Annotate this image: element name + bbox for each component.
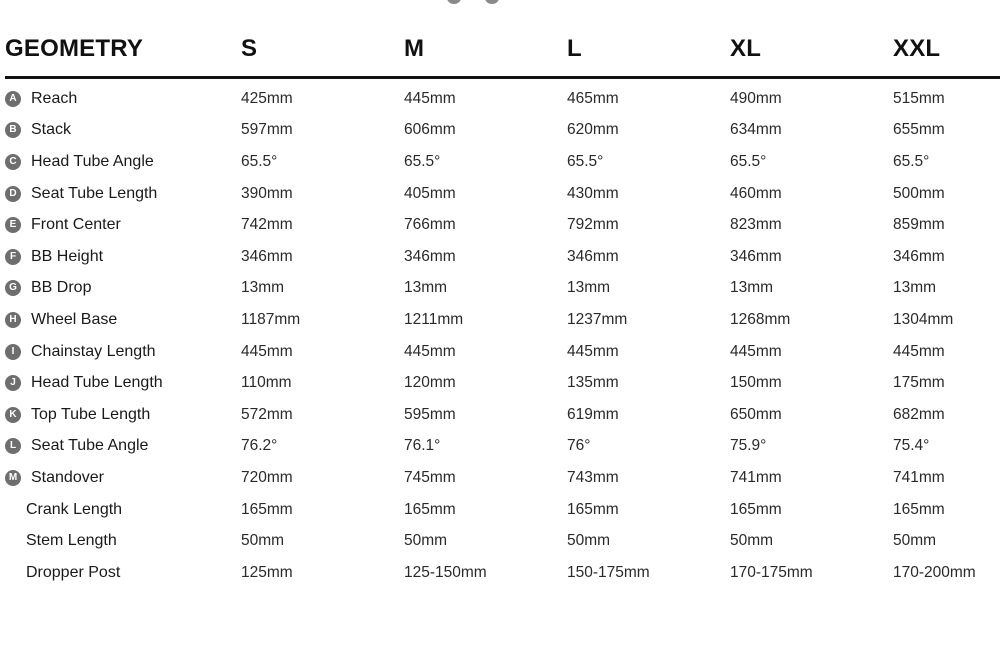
- measurement-value: 445mm: [730, 342, 782, 360]
- measurement-value: 1237mm: [567, 310, 628, 328]
- measurement-letter-badge: F: [5, 249, 21, 265]
- measurement-value: 13mm: [893, 279, 937, 297]
- table-body: [5, 83, 1000, 589]
- measurement-label: BB Drop: [31, 279, 92, 297]
- measurement-letter-badge: L: [5, 438, 21, 454]
- measurement-value: 572mm: [241, 405, 293, 423]
- measurement-value: 743mm: [567, 468, 619, 486]
- measurement-value: 465mm: [567, 89, 619, 107]
- measurement-value: 445mm: [404, 89, 456, 107]
- measurement-letter-badge: C: [5, 154, 21, 170]
- measurement-value: 619mm: [567, 405, 619, 423]
- measurement-label: Stem Length: [26, 532, 117, 550]
- measurement-letter-badge: A: [5, 91, 21, 107]
- measurement-value: 65.5°: [730, 152, 767, 170]
- measurement-letter-badge: E: [5, 217, 21, 233]
- measurement-value: 1268mm: [730, 310, 791, 328]
- table-row: [5, 557, 1000, 589]
- measurement-letter-badge: M: [5, 470, 21, 486]
- measurement-value: 490mm: [730, 89, 782, 107]
- measurement-value: 405mm: [404, 184, 456, 202]
- table-header: [5, 30, 1000, 79]
- row-label-cell: [5, 115, 71, 147]
- table-row: [5, 83, 1000, 115]
- measurement-value: 1304mm: [893, 310, 954, 328]
- measurement-value: 595mm: [404, 405, 456, 423]
- table-row: [5, 146, 1000, 178]
- measurement-value: 741mm: [893, 468, 945, 486]
- row-label-cell: [5, 241, 103, 273]
- measurement-value: 50mm: [893, 532, 937, 550]
- measurement-value: 655mm: [893, 121, 945, 139]
- table-row: [5, 178, 1000, 210]
- measurement-value: 346mm: [730, 247, 782, 265]
- measurement-label: Head Tube Angle: [31, 152, 154, 170]
- table-row: [5, 399, 1000, 431]
- measurement-value: 650mm: [730, 405, 782, 423]
- measurement-value: 445mm: [893, 342, 945, 360]
- size-header-xl: XL: [730, 35, 762, 62]
- row-label-cell: [5, 146, 154, 178]
- table-row: [5, 462, 1000, 494]
- table-row: [5, 241, 1000, 273]
- measurement-label: Reach: [31, 89, 78, 107]
- row-label-cell: [5, 273, 91, 305]
- row-label-cell: [5, 462, 104, 494]
- measurement-value: 76.1°: [404, 437, 441, 455]
- measurement-value: 741mm: [730, 468, 782, 486]
- measurement-value: 597mm: [241, 121, 293, 139]
- measurement-value: 1211mm: [404, 310, 464, 328]
- measurement-value: 165mm: [730, 500, 782, 518]
- carousel-dot[interactable]: [447, 0, 461, 4]
- measurement-value: 135mm: [567, 374, 619, 392]
- measurement-value: 390mm: [241, 184, 293, 202]
- measurement-value: 76.2°: [241, 437, 278, 455]
- row-label-cell: [5, 304, 117, 336]
- measurement-value: 120mm: [404, 374, 456, 392]
- measurement-value: 1187mm: [241, 310, 301, 328]
- measurement-value: 150-175mm: [567, 563, 650, 581]
- row-label-cell: [5, 178, 157, 210]
- measurement-value: 346mm: [241, 247, 293, 265]
- row-label-cell: [5, 83, 77, 115]
- measurement-label: Dropper Post: [26, 563, 121, 581]
- measurement-value: 445mm: [241, 342, 293, 360]
- measurement-value: 175mm: [893, 374, 945, 392]
- row-label-cell: [5, 557, 120, 589]
- measurement-value: 65.5°: [241, 152, 278, 170]
- row-label-cell: [5, 525, 117, 557]
- measurement-value: 165mm: [241, 500, 293, 518]
- row-label-cell: [5, 431, 148, 463]
- measurement-value: 823mm: [730, 216, 782, 234]
- measurement-value: 745mm: [404, 468, 456, 486]
- measurement-value: 65.5°: [567, 152, 604, 170]
- measurement-value: 13mm: [567, 279, 611, 297]
- measurement-label: Chainstay Length: [31, 342, 156, 360]
- size-header-l: L: [567, 35, 582, 62]
- row-label-cell: [5, 494, 122, 526]
- measurement-value: 515mm: [893, 89, 945, 107]
- row-label-cell: [5, 209, 121, 241]
- measurement-value: 125mm: [241, 563, 293, 581]
- size-header-s: S: [241, 35, 258, 62]
- measurement-value: 430mm: [567, 184, 619, 202]
- measurement-letter-badge: G: [5, 280, 21, 296]
- measurement-value: 766mm: [404, 216, 456, 234]
- row-label-cell: [5, 336, 156, 368]
- geometry-table: [5, 30, 1000, 589]
- measurement-label: Standover: [31, 468, 104, 486]
- measurement-value: 50mm: [567, 532, 611, 550]
- measurement-value: 742mm: [241, 216, 293, 234]
- measurement-value: 720mm: [241, 468, 293, 486]
- measurement-label: Seat Tube Angle: [31, 437, 149, 455]
- measurement-value: 76°: [567, 437, 591, 455]
- measurement-value: 65.5°: [404, 152, 441, 170]
- size-header-xxl: XXL: [893, 35, 941, 62]
- measurement-label: BB Height: [31, 247, 104, 265]
- measurement-value: 460mm: [730, 184, 782, 202]
- measurement-label: Seat Tube Length: [31, 184, 158, 202]
- table-row: [5, 367, 1000, 399]
- measurement-value: 170-200mm: [893, 563, 976, 581]
- measurement-value: 13mm: [404, 279, 448, 297]
- row-label-cell: [5, 399, 150, 431]
- measurement-letter-badge: J: [5, 375, 21, 391]
- measurement-label: Crank Length: [26, 500, 123, 518]
- measurement-value: 445mm: [567, 342, 619, 360]
- measurement-value: 165mm: [404, 500, 456, 518]
- measurement-value: 110mm: [241, 374, 292, 392]
- measurement-value: 13mm: [730, 279, 774, 297]
- table-row: [5, 273, 1000, 305]
- measurement-value: 165mm: [567, 500, 619, 518]
- carousel-dot[interactable]: [485, 0, 499, 4]
- size-header-m: M: [404, 35, 425, 62]
- measurement-value: 75.9°: [730, 437, 767, 455]
- row-label-cell: [5, 367, 163, 399]
- measurement-value: 65.5°: [893, 152, 930, 170]
- table-row: [5, 336, 1000, 368]
- measurement-value: 13mm: [241, 279, 285, 297]
- measurement-value: 606mm: [404, 121, 456, 139]
- measurement-value: 125-150mm: [404, 563, 487, 581]
- measurement-letter-badge: K: [5, 407, 21, 423]
- measurement-label: Top Tube Length: [31, 405, 151, 423]
- measurement-value: 346mm: [567, 247, 619, 265]
- measurement-letter-badge: H: [5, 312, 21, 328]
- measurement-label: Wheel Base: [31, 310, 118, 328]
- measurement-letter-badge: B: [5, 122, 21, 138]
- measurement-label: Front Center: [31, 216, 121, 234]
- measurement-value: 445mm: [404, 342, 456, 360]
- measurement-value: 500mm: [893, 184, 945, 202]
- measurement-value: 50mm: [241, 532, 285, 550]
- measurement-value: 50mm: [404, 532, 448, 550]
- table-row: [5, 431, 1000, 463]
- measurement-value: 165mm: [893, 500, 945, 518]
- table-title: GEOMETRY: [5, 35, 144, 62]
- measurement-value: 150mm: [730, 374, 782, 392]
- measurement-label: Stack: [31, 121, 72, 139]
- measurement-value: 425mm: [241, 89, 293, 107]
- table-row: [5, 115, 1000, 147]
- measurement-value: 170-175mm: [730, 563, 813, 581]
- measurement-value: 346mm: [404, 247, 456, 265]
- measurement-value: 682mm: [893, 405, 945, 423]
- measurement-value: 346mm: [893, 247, 945, 265]
- measurement-letter-badge: D: [5, 186, 21, 202]
- measurement-letter-badge: I: [5, 344, 21, 360]
- measurement-value: 620mm: [567, 121, 619, 139]
- measurement-label: Head Tube Length: [31, 374, 163, 392]
- measurement-value: 792mm: [567, 216, 619, 234]
- measurement-value: 859mm: [893, 216, 945, 234]
- table-row: [5, 209, 1000, 241]
- table-row: [5, 525, 1000, 557]
- measurement-value: 75.4°: [893, 437, 930, 455]
- measurement-value: 50mm: [730, 532, 774, 550]
- measurement-value: 634mm: [730, 121, 782, 139]
- table-row: [5, 494, 1000, 526]
- table-row: [5, 304, 1000, 336]
